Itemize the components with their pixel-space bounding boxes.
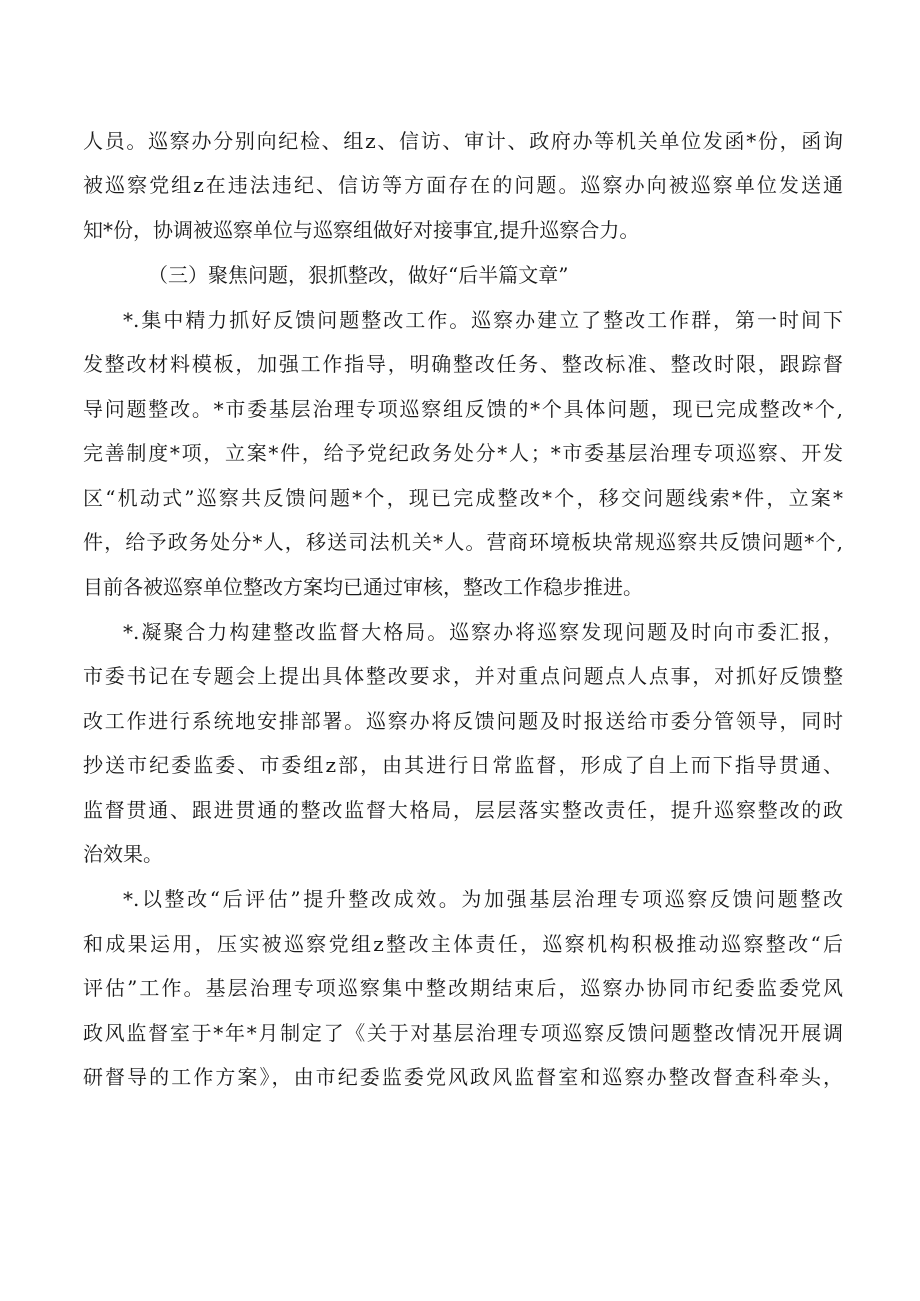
text-line: 政风监督室于*年*月制定了《关于对基层治理专项巡察反馈问题整改情况开展调 [83,1021,843,1045]
text-line: 完善制度*项，立案*件，给予党纪政务处分*人；*市委基层治理专项巡察、开发 [83,441,843,465]
text-line: 研督导的工作方案》，由市纪委监委党风政风监督室和巡察办整改督查科牵头， [83,1065,843,1089]
text-line: 评估”工作。基层治理专项巡察集中整改期结束后，巡察办协同市纪委监委党风 [83,976,843,1000]
text-line: 治效果。 [83,842,163,866]
text-line: 监督贯通、跟进贯通的整改监督大格局，层层落实整改责任，提升巡察整改的政 [83,798,843,822]
text-line: 被巡察党组z在违法违纪、信访等方面存在的问题。巡察办向被巡察单位发送通 [83,173,843,197]
text-line: *.凝聚合力构建整改监督大格局。巡察办将巡察发现问题及时向市委汇报， [123,620,843,644]
text-line: 区“机动式”巡察共反馈问题*个，现已完成整改*个，移交问题线索*件，立案* [83,486,843,510]
text-line: *.集中精力抓好反馈问题整改工作。巡察办建立了整改工作群，第一时间下 [123,308,843,332]
section-heading: （三）聚焦问题，狠抓整改，做好“后半篇文章” [148,263,569,287]
text-line: 人员。巡察办分别向纪检、组z、信访、审计、政府办等机关单位发函*份，函询 [83,129,843,153]
text-line: 发整改材料模板，加强工作指导，明确整改任务、整改标准、整改时限，跟踪督 [83,352,843,376]
text-line: *.以整改“后评估”提升整改成效。为加强基层治理专项巡察反馈问题整改 [123,887,843,911]
text-line: 和成果运用，压实被巡察党组z整改主体责任，巡察机构积极推动巡察整改“后 [83,932,843,956]
text-line: 市委书记在专题会上提出具体整改要求，并对重点问题点人点事，对抓好反馈整 [83,664,843,688]
text-line: 件，给予政务处分*人，移送司法机关*人。营商环境板块常规巡察共反馈问题*个, [83,530,843,554]
text-line: 知*份，协调被巡察单位与巡察组做好对接事宜,提升巡察合力。 [83,218,640,242]
text-line: 目前各被巡察单位整改方案均已通过审核，整改工作稳步推进。 [83,575,643,599]
text-line: 抄送市纪委监委、市委组z部，由其进行日常监督，形成了自上而下指导贯通、 [83,753,843,777]
text-line: 改工作进行系统地安排部署。巡察办将反馈问题及时报送给市委分管领导，同时 [83,709,843,733]
text-line: 导问题整改。*市委基层治理专项巡察组反馈的*个具体问题，现已完成整改*个, [83,397,843,421]
